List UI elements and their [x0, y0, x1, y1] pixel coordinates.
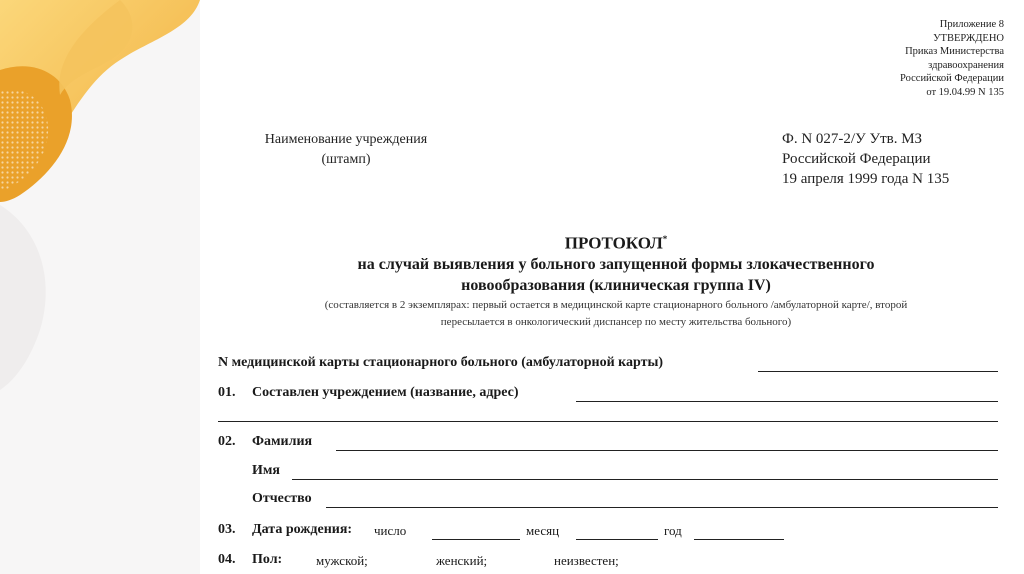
protocol-subtitle: новообразования (клиническая группа IV): [461, 276, 771, 294]
birth-date-label: Дата рождения:: [252, 522, 353, 537]
sex-label: Пол:: [252, 552, 283, 567]
protocol-title-row: [236, 229, 996, 254]
protocol-note: пересылается в онкологический диспансер по месту жительства больного): [440, 315, 792, 328]
document-page: [196, 0, 1024, 574]
approval-line: здравоохранения: [928, 59, 1004, 71]
field-01-number: 01.: [218, 385, 236, 400]
sex-option-female[interactable]: женский;: [436, 553, 488, 568]
field-02-number: 02.: [218, 434, 236, 449]
institution-name: Наименование учреждения: [264, 132, 428, 147]
approval-line: УТВЕРЖДЕНО: [933, 32, 1004, 44]
form-reference: [782, 129, 1012, 189]
form-ref-line: Ф. N 027-2/У Утв. МЗ: [782, 131, 923, 147]
institution-stamp: (штамп): [321, 152, 371, 167]
form-ref-line: Российской Федерации: [782, 151, 931, 167]
approval-line: Приложение 8: [939, 19, 1004, 30]
form-ref-line: 19 апреля 1999 года N 135: [782, 171, 950, 187]
protocol-note: (составляется в 2 экземплярах: первый остается в медицинской карте стационарного больного /амбулаторной карте/, второй: [324, 298, 908, 311]
surname-label: Фамилия: [252, 434, 313, 449]
birth-year-label: год: [664, 523, 682, 538]
protocol-title: ПРОТОКОЛ: [564, 233, 663, 253]
sex-option-male[interactable]: мужской;: [316, 553, 368, 568]
surname-field[interactable]: [336, 450, 998, 451]
protocol-heading: [236, 229, 996, 330]
patronymic-label: Отчество: [252, 491, 312, 506]
card-number-field[interactable]: [758, 371, 998, 372]
name-field[interactable]: [292, 479, 998, 480]
institution-address-field[interactable]: [576, 401, 998, 402]
protocol-subtitle: на случай выявления у больного запущенной формы злокачественного: [357, 255, 875, 273]
decorative-wave-background: [0, 0, 200, 574]
name-label: Имя: [252, 463, 280, 478]
field-04-number: 04.: [218, 552, 236, 567]
birth-day-label: число: [374, 523, 407, 538]
birth-month-field[interactable]: [576, 539, 658, 540]
birth-month-label: месяц: [526, 523, 560, 538]
patronymic-field[interactable]: [326, 507, 998, 508]
field-01-label: Составлен учреждением (название, адрес): [252, 385, 519, 400]
institution-block: [226, 130, 466, 170]
approval-line: Российской Федерации: [900, 73, 1004, 85]
field-03-number: 03.: [218, 522, 236, 537]
approval-block: [864, 18, 1004, 100]
birth-day-field[interactable]: [432, 539, 520, 540]
card-number-label: N медицинской карты стационарного больного (амбулаторной карты): [218, 355, 664, 370]
institution-address-field-continued[interactable]: [218, 421, 998, 422]
sex-option-unknown[interactable]: неизвестен;: [554, 553, 619, 568]
protocol-asterisk: *: [662, 234, 668, 244]
approval-line: от 19.04.99 N 135: [926, 86, 1004, 98]
approval-line: Приказ Министерства: [905, 46, 1004, 58]
birth-year-field[interactable]: [694, 539, 784, 540]
